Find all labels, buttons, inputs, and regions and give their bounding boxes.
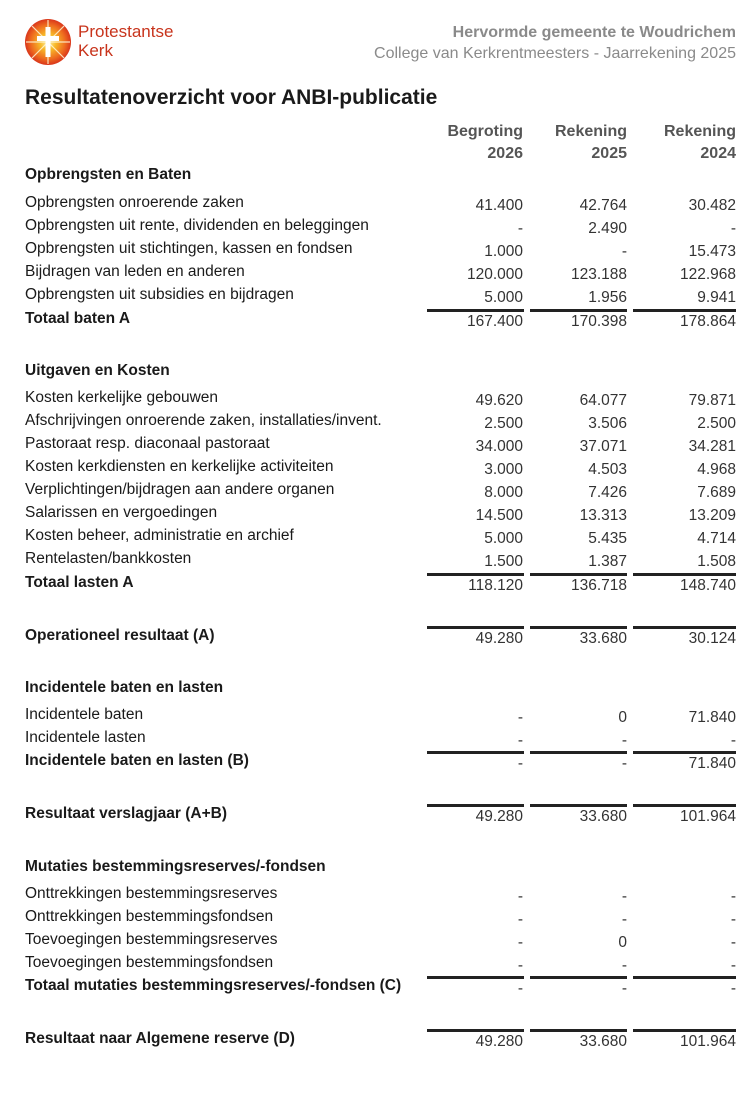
row-label: Toevoegingen bestemmingsreserves bbox=[25, 931, 278, 948]
value-rekening-2025: 33.680 bbox=[579, 1033, 627, 1050]
value-rekening-2024: 101.964 bbox=[679, 808, 736, 825]
table-row bbox=[0, 263, 752, 285]
brand-line-1: Protestantse bbox=[78, 22, 174, 41]
value-begroting-2026: 1.000 bbox=[484, 243, 523, 260]
table-row bbox=[0, 729, 752, 751]
value-rekening-2024: 7.689 bbox=[697, 484, 736, 501]
table-row bbox=[0, 527, 752, 549]
value-rekening-2024: 122.968 bbox=[679, 266, 736, 283]
value-rekening-2024: - bbox=[730, 888, 736, 905]
table-row bbox=[0, 412, 752, 434]
value-rekening-2024: 4.968 bbox=[697, 461, 736, 478]
section-heading bbox=[0, 362, 752, 384]
total-row bbox=[0, 977, 752, 999]
value-rekening-2024: 4.714 bbox=[697, 530, 736, 547]
value-rekening-2025: 33.680 bbox=[579, 630, 627, 647]
row-label: Onttrekkingen bestemmingsreserves bbox=[25, 885, 278, 902]
table-row bbox=[0, 286, 752, 308]
row-label: Uitgaven en Kosten bbox=[25, 362, 170, 379]
section-heading bbox=[0, 166, 752, 188]
column-header-line-1: Rekening bbox=[663, 123, 736, 140]
row-label: Incidentele baten en lasten bbox=[25, 679, 224, 696]
value-rekening-2024: 178.864 bbox=[679, 313, 736, 330]
value-begroting-2026: - bbox=[517, 980, 523, 997]
value-rekening-2024: 71.840 bbox=[688, 709, 736, 726]
value-rekening-2025: 136.718 bbox=[570, 577, 627, 594]
value-begroting-2026: 118.120 bbox=[468, 577, 523, 594]
row-label: Opbrengsten en Baten bbox=[25, 166, 192, 183]
value-rekening-2025: 37.071 bbox=[579, 438, 627, 455]
value-begroting-2026: - bbox=[517, 957, 523, 974]
value-begroting-2026: - bbox=[517, 755, 523, 772]
value-rekening-2024: 13.209 bbox=[688, 507, 736, 524]
value-rekening-2024: 34.281 bbox=[688, 438, 736, 455]
row-label: Totaal lasten A bbox=[25, 574, 134, 591]
value-rekening-2024: 79.871 bbox=[688, 392, 736, 409]
table-row bbox=[0, 706, 752, 728]
column-header-line-1: Begroting bbox=[447, 123, 523, 140]
value-begroting-2026: - bbox=[517, 934, 523, 951]
row-label: Bijdragen van leden en anderen bbox=[25, 263, 245, 280]
value-rekening-2024: 9.941 bbox=[697, 289, 736, 306]
value-rekening-2025: - bbox=[621, 957, 627, 974]
value-rekening-2025: 0 bbox=[618, 934, 627, 951]
row-label: Resultaat verslagjaar (A+B) bbox=[25, 805, 228, 822]
row-label: Toevoegingen bestemmingsfondsen bbox=[25, 954, 274, 971]
value-rekening-2025: 1.387 bbox=[588, 553, 627, 570]
row-label: Totaal mutaties bestemmingsreserves/-fondsen (C) bbox=[25, 977, 402, 994]
value-rekening-2024: 101.964 bbox=[679, 1033, 736, 1050]
row-label: Opbrengsten uit subsidies en bijdragen bbox=[25, 286, 294, 303]
value-rekening-2024: 30.124 bbox=[688, 630, 736, 647]
value-rekening-2025: - bbox=[621, 243, 627, 260]
value-rekening-2024: 71.840 bbox=[688, 755, 736, 772]
row-label: Rentelasten/bankkosten bbox=[25, 550, 192, 567]
value-begroting-2026: - bbox=[517, 888, 523, 905]
value-rekening-2025: 42.764 bbox=[579, 197, 627, 214]
value-rekening-2024: - bbox=[730, 911, 736, 928]
value-begroting-2026: 2.500 bbox=[484, 415, 523, 432]
table-row bbox=[0, 931, 752, 953]
column-header-rekening-2024 bbox=[636, 121, 736, 165]
value-rekening-2024: 1.508 bbox=[697, 553, 736, 570]
table-row bbox=[0, 885, 752, 907]
value-rekening-2025: 1.956 bbox=[588, 289, 627, 306]
result-row bbox=[0, 1030, 752, 1052]
row-label: Mutaties bestemmingsreserves/-fondsen bbox=[25, 858, 326, 875]
value-rekening-2024: - bbox=[730, 934, 736, 951]
value-rekening-2024: 15.473 bbox=[688, 243, 736, 260]
value-rekening-2025: 13.313 bbox=[579, 507, 627, 524]
value-rekening-2024: - bbox=[730, 957, 736, 974]
value-rekening-2025: 0 bbox=[618, 709, 627, 726]
value-rekening-2024: - bbox=[730, 732, 736, 749]
value-rekening-2025: 64.077 bbox=[579, 392, 627, 409]
section-heading bbox=[0, 858, 752, 880]
table-row bbox=[0, 481, 752, 503]
result-row bbox=[0, 805, 752, 827]
value-begroting-2026: 5.000 bbox=[484, 289, 523, 306]
column-header-line-2: 2025 bbox=[591, 145, 627, 162]
value-rekening-2025: 5.435 bbox=[588, 530, 627, 547]
row-label: Opbrengsten onroerende zaken bbox=[25, 194, 244, 211]
organization-header bbox=[374, 22, 736, 64]
table-row bbox=[0, 504, 752, 526]
value-begroting-2026: 120.000 bbox=[466, 266, 523, 283]
total-row bbox=[0, 574, 752, 596]
value-rekening-2025: 7.426 bbox=[588, 484, 627, 501]
value-rekening-2025: - bbox=[621, 732, 627, 749]
protestantse-kerk-logo-icon bbox=[24, 18, 72, 66]
row-label: Kosten kerkelijke gebouwen bbox=[25, 389, 219, 406]
brand-line-2: Kerk bbox=[78, 41, 113, 60]
row-label: Incidentele baten en lasten (B) bbox=[25, 752, 249, 769]
table-row bbox=[0, 389, 752, 411]
value-begroting-2026: 8.000 bbox=[484, 484, 523, 501]
row-label: Kosten beheer, administratie en archief bbox=[25, 527, 294, 544]
table-row bbox=[0, 458, 752, 480]
table-row bbox=[0, 194, 752, 216]
table-row bbox=[0, 550, 752, 572]
value-rekening-2024: 2.500 bbox=[697, 415, 736, 432]
value-rekening-2025: 123.188 bbox=[570, 266, 627, 283]
row-label: Totaal baten A bbox=[25, 310, 131, 327]
value-rekening-2025: - bbox=[621, 980, 627, 997]
value-rekening-2025: 3.506 bbox=[588, 415, 627, 432]
column-header-line-2: 2026 bbox=[487, 145, 523, 162]
value-rekening-2025: 4.503 bbox=[588, 461, 627, 478]
value-rekening-2025: - bbox=[621, 911, 627, 928]
value-rekening-2025: 33.680 bbox=[579, 808, 627, 825]
row-label: Incidentele lasten bbox=[25, 729, 146, 746]
row-label: Resultaat naar Algemene reserve (D) bbox=[25, 1030, 295, 1047]
value-begroting-2026: - bbox=[517, 732, 523, 749]
row-label: Kosten kerkdiensten en kerkelijke activiteiten bbox=[25, 458, 334, 475]
value-rekening-2024: - bbox=[730, 220, 736, 237]
row-label: Pastoraat resp. diaconaal pastoraat bbox=[25, 435, 270, 452]
table-row bbox=[0, 435, 752, 457]
value-begroting-2026: 49.280 bbox=[475, 1033, 523, 1050]
table-row bbox=[0, 954, 752, 976]
total-row bbox=[0, 310, 752, 332]
row-label: Opbrengsten uit rente, dividenden en beleggingen bbox=[25, 217, 369, 234]
row-label: Operationeel resultaat (A) bbox=[25, 627, 215, 644]
column-header-line-1: Rekening bbox=[554, 123, 627, 140]
value-begroting-2026: - bbox=[517, 911, 523, 928]
value-rekening-2024: 30.482 bbox=[688, 197, 736, 214]
page-title: Resultatenoverzicht voor ANBI-publicatie bbox=[25, 86, 438, 109]
value-rekening-2024: 148.740 bbox=[679, 577, 736, 594]
table-row bbox=[0, 908, 752, 930]
value-begroting-2026: 5.000 bbox=[484, 530, 523, 547]
organization-name: Hervormde gemeente te Woudrichem bbox=[452, 24, 736, 41]
value-begroting-2026: 41.400 bbox=[475, 197, 523, 214]
column-header-rekening-2025 bbox=[527, 121, 627, 165]
value-begroting-2026: - bbox=[517, 709, 523, 726]
value-begroting-2026: 14.500 bbox=[475, 507, 523, 524]
section-heading bbox=[0, 679, 752, 701]
value-begroting-2026: 49.280 bbox=[475, 630, 523, 647]
row-label: Salarissen en vergoedingen bbox=[25, 504, 218, 521]
value-begroting-2026: - bbox=[517, 220, 523, 237]
value-rekening-2025: 170.398 bbox=[570, 313, 627, 330]
table-row bbox=[0, 217, 752, 239]
value-rekening-2025: 2.490 bbox=[588, 220, 627, 237]
row-label: Afschrijvingen onroerende zaken, installaties/invent. bbox=[25, 412, 382, 429]
value-begroting-2026: 49.280 bbox=[475, 808, 523, 825]
value-rekening-2025: - bbox=[621, 755, 627, 772]
value-begroting-2026: 34.000 bbox=[475, 438, 523, 455]
brand-name bbox=[78, 22, 173, 60]
document-subtitle: College van Kerkrentmeesters - Jaarrekening 2025 bbox=[374, 45, 736, 62]
row-label: Onttrekkingen bestemmingsfondsen bbox=[25, 908, 274, 925]
table-row bbox=[0, 240, 752, 262]
row-label: Verplichtingen/bijdragen aan andere organen bbox=[25, 481, 335, 498]
column-header-line-2: 2024 bbox=[700, 145, 736, 162]
value-rekening-2024: - bbox=[730, 980, 736, 997]
value-rekening-2025: - bbox=[621, 888, 627, 905]
value-begroting-2026: 167.400 bbox=[466, 313, 523, 330]
total-row bbox=[0, 752, 752, 774]
value-begroting-2026: 3.000 bbox=[484, 461, 523, 478]
row-label: Incidentele baten bbox=[25, 706, 144, 723]
result-row bbox=[0, 627, 752, 649]
row-label: Opbrengsten uit stichtingen, kassen en fondsen bbox=[25, 240, 353, 257]
value-begroting-2026: 1.500 bbox=[484, 553, 523, 570]
value-begroting-2026: 49.620 bbox=[475, 392, 523, 409]
column-header-begroting-2026 bbox=[423, 121, 523, 165]
